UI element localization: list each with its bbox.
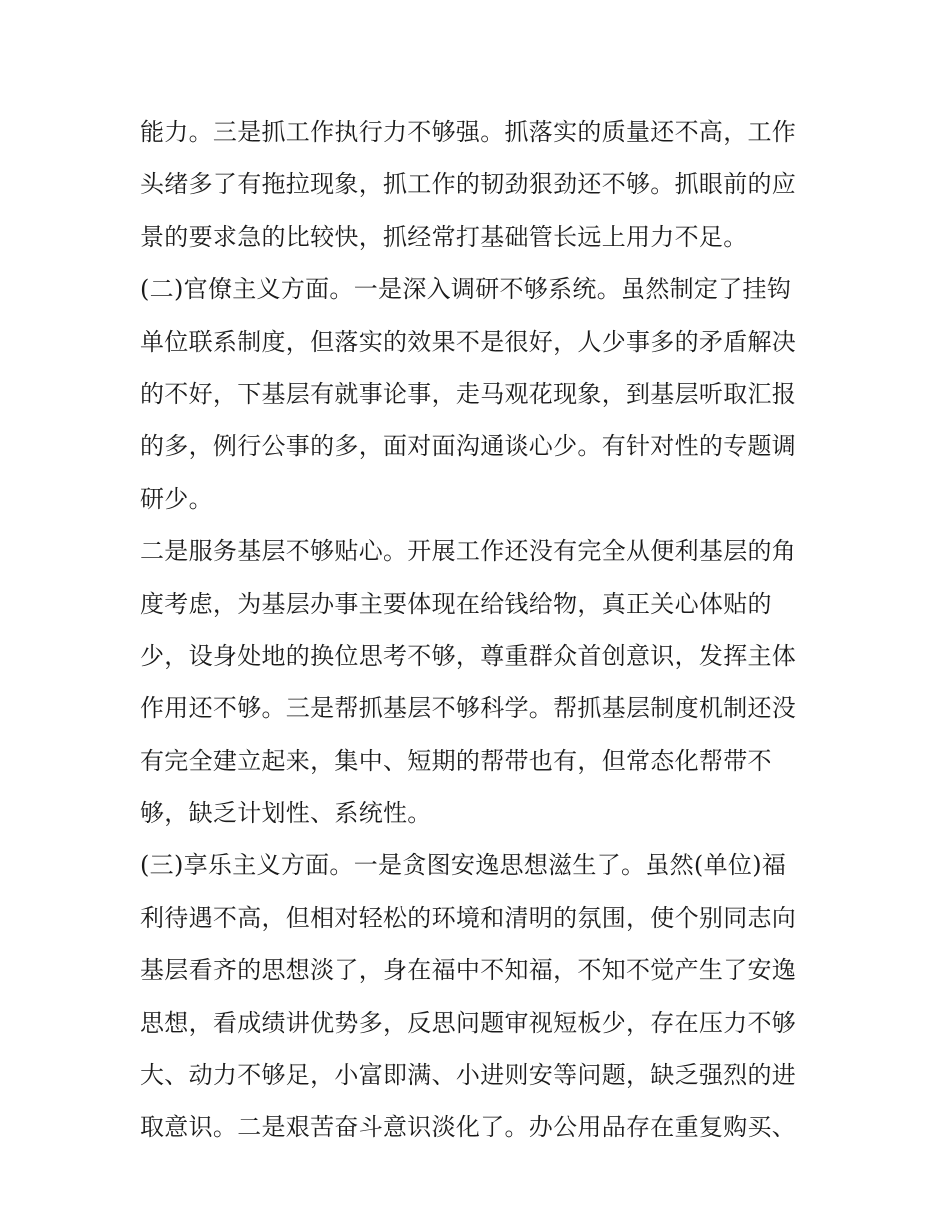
text-line: 够，缺乏计划性、系统性。 (140, 799, 432, 828)
document-body (140, 106, 820, 1154)
text-line: 单位联系制度，但落实的效果不是很好，人少事多的矛盾解决 (140, 327, 797, 356)
text-line: 头绪多了有拖拉现象，抓工作的韧劲狠劲还不够。抓眼前的应 (140, 170, 797, 199)
text-line: 取意识。二是艰苦奋斗意识淡化了。办公用品存在重复购买、 (140, 1113, 797, 1142)
text-line: 能力。三是抓工作执行力不够强。抓落实的质量还不高，工作 (140, 118, 797, 146)
text-line: 少，设身处地的换位思考不够，尊重群众首创意识，发挥主体 (140, 641, 797, 670)
text-line: 大、动力不够足，小富即满、小进则安等问题，缺乏强烈的进 (140, 1061, 797, 1090)
text-line: 研少。 (140, 484, 213, 513)
text-line: 有完全建立起来，集中、短期的帮带也有，但常态化帮带不 (140, 746, 772, 775)
text-line: 的多，例行公事的多，面对面沟通谈心少。有针对性的专题调 (140, 432, 797, 461)
text-line: 作用还不够。三是帮抓基层不够科学。帮抓基层制度机制还没 (140, 694, 797, 723)
text-line: (二)官僚主义方面。一是深入调研不够系统。虽然制定了挂钩 (140, 275, 792, 304)
text-line: 基层看齐的思想淡了，身在福中不知福，不知不觉产生了安逸 (140, 956, 797, 985)
text-line: 二是服务基层不够贴心。开展工作还没有完全从便利基层的角 (140, 537, 797, 566)
text-line: 度考虑，为基层办事主要体现在给钱给物，真正关心体贴的 (140, 589, 772, 618)
text-line: 景的要求急的比较快，抓经常打基础管长远上用力不足。 (140, 222, 748, 251)
text-line: 思想，看成绩讲优势多，反思问题审视短板少，存在压力不够 (140, 1008, 797, 1037)
text-line: 利待遇不高，但相对轻松的环境和清明的氛围，使个别同志向 (140, 903, 797, 932)
text-line: 的不好，下基层有就事论事，走马观花现象，到基层听取汇报 (140, 379, 797, 408)
text-line: (三)享乐主义方面。一是贪图安逸思想滋生了。虽然(单位)福 (140, 851, 787, 880)
